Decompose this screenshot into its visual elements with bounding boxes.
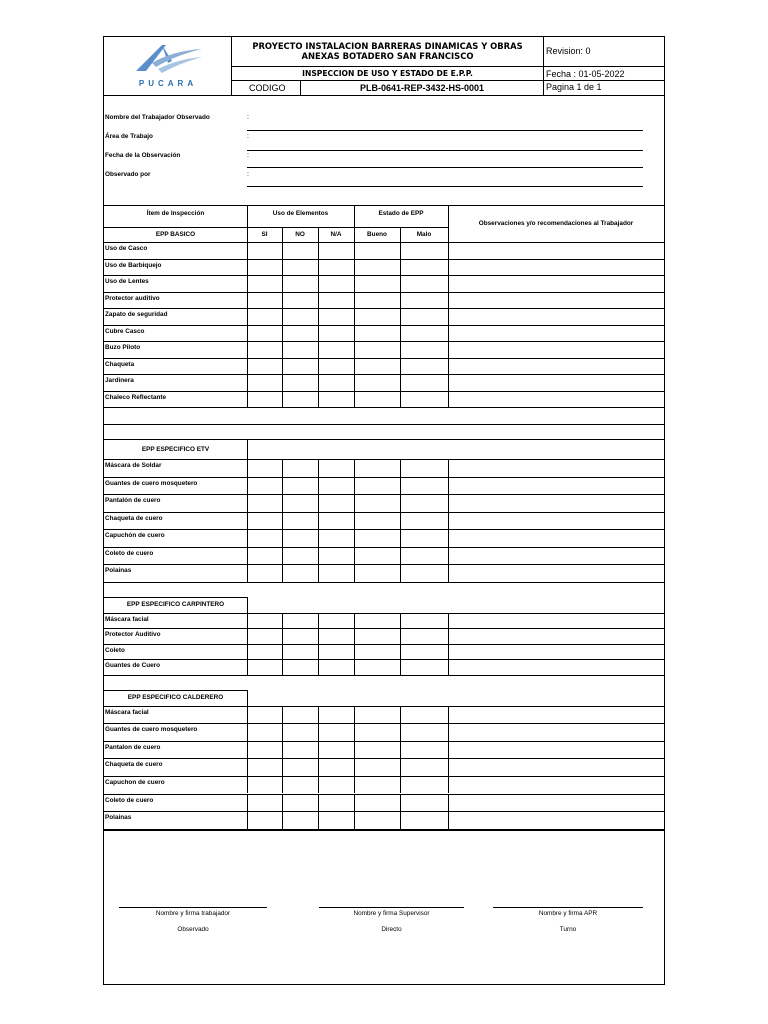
epp-item-label: Máscara facial (105, 615, 149, 623)
checkbox-cell[interactable] (449, 513, 664, 530)
checkbox-cell[interactable] (449, 777, 664, 794)
checkbox-cell[interactable] (319, 513, 354, 530)
checkbox-cell[interactable] (283, 660, 318, 675)
checkbox-cell[interactable] (449, 478, 664, 495)
checkbox-cell[interactable] (449, 742, 664, 759)
epp-item-label: Chaqueta de cuero (105, 514, 163, 522)
checkbox-cell[interactable] (319, 742, 354, 759)
checkbox-cell[interactable] (355, 707, 400, 724)
epp-item-label: Máscara facial (105, 708, 149, 716)
checkbox-cell[interactable] (401, 759, 448, 776)
checkbox-cell[interactable] (355, 548, 400, 565)
column-header-malo: Malo (416, 231, 432, 238)
table-rule (247, 439, 248, 459)
checkbox-cell[interactable] (319, 342, 354, 358)
checkbox-cell[interactable] (248, 530, 282, 547)
checkbox-cell[interactable] (319, 629, 354, 644)
logo-text: PUCARA (138, 79, 198, 88)
epp-item-label: Uso de Lentes (105, 278, 149, 285)
section-title-epp-basico: EPP BASICO (155, 231, 196, 238)
checkbox-cell[interactable] (248, 707, 282, 724)
checkbox-cell[interactable] (401, 777, 448, 794)
epp-item-label: Pantalon de cuero (105, 743, 161, 751)
checkbox-cell[interactable] (401, 530, 448, 547)
checkbox-cell[interactable] (449, 392, 664, 408)
epp-item-label: Zapato de seguridad (105, 311, 168, 318)
epp-item-label: Coleto (105, 646, 125, 654)
column-header-estado: Estado de EPP (378, 210, 424, 217)
field-label-fecha: Fecha de la Observación (105, 152, 181, 159)
checkbox-cell[interactable] (355, 460, 400, 477)
checkbox-cell[interactable] (283, 548, 318, 565)
checkbox-cell[interactable] (401, 309, 448, 325)
checkbox-cell[interactable] (319, 375, 354, 391)
field-colon: : (247, 133, 249, 140)
checkbox-cell[interactable] (248, 812, 282, 829)
checkbox-cell[interactable] (401, 460, 448, 477)
field-label-observado: Observado por (105, 171, 151, 178)
checkbox-cell[interactable] (355, 293, 400, 309)
checkbox-cell[interactable] (248, 392, 282, 408)
signature-sub-trabajador: Observado (177, 926, 209, 933)
checkbox-cell[interactable] (283, 478, 318, 495)
epp-item-label: Uso de Barbiquejo (105, 261, 162, 269)
checkbox-cell[interactable] (449, 530, 664, 547)
checkbox-cell[interactable] (319, 309, 354, 325)
checkbox-cell[interactable] (449, 342, 664, 358)
checkbox-cell[interactable] (355, 795, 400, 812)
checkbox-cell[interactable] (248, 777, 282, 794)
epp-item-label: Coleto de cuero (105, 796, 154, 804)
fecha: Fecha : 01-05-2022 (544, 67, 664, 81)
field-input-area[interactable] (247, 150, 643, 151)
checkbox-cell[interactable] (401, 342, 448, 358)
codigo-label: CODIGO (232, 81, 301, 95)
section-title-carpintero: EPP ESPECIFICO CARPINTERO (126, 600, 225, 608)
table-rule (104, 205, 664, 206)
checkbox-cell[interactable] (248, 309, 282, 325)
checkbox-cell[interactable] (248, 478, 282, 495)
checkbox-cell[interactable] (355, 342, 400, 358)
checkbox-cell[interactable] (283, 359, 318, 375)
section-title-etv: EPP ESPECIFICO ETV (141, 446, 210, 453)
checkbox-cell[interactable] (283, 513, 318, 530)
checkbox-cell[interactable] (319, 777, 354, 794)
checkbox-cell[interactable] (319, 260, 354, 276)
checkbox-cell[interactable] (283, 777, 318, 794)
checkbox-cell[interactable] (355, 565, 400, 582)
field-input-trabajador[interactable] (247, 130, 643, 131)
table-rule (247, 597, 248, 613)
checkbox-cell[interactable] (355, 478, 400, 495)
checkbox-cell[interactable] (401, 359, 448, 375)
checkbox-cell[interactable] (449, 495, 664, 512)
column-header-uso: Uso de Elementos (272, 210, 329, 217)
checkbox-cell[interactable] (283, 495, 318, 512)
checkbox-cell[interactable] (401, 742, 448, 759)
checkbox-cell[interactable] (449, 812, 664, 829)
column-header-bueno: Bueno (367, 231, 387, 238)
epp-item-label: Chaqueta de cuero (105, 761, 163, 769)
checkbox-cell[interactable] (449, 614, 664, 629)
field-label-area: Área de Trabajo (105, 133, 153, 140)
checkbox-cell[interactable] (449, 759, 664, 776)
document-meta (543, 37, 664, 95)
checkbox-cell[interactable] (401, 812, 448, 829)
table-rule (104, 829, 664, 831)
table-rule (247, 690, 248, 706)
checkbox-cell[interactable] (355, 812, 400, 829)
epp-item-label: Polainas (105, 567, 132, 574)
revision: Revision: 0 (544, 37, 664, 67)
form-header (104, 37, 664, 96)
checkbox-cell[interactable] (283, 759, 318, 776)
checkbox-cell[interactable] (248, 742, 282, 759)
logo-mark-icon (132, 41, 204, 77)
checkbox-cell[interactable] (401, 392, 448, 408)
field-colon: : (247, 114, 249, 121)
table-rule (104, 407, 664, 408)
checkbox-cell[interactable] (401, 293, 448, 309)
checkbox-cell[interactable] (283, 342, 318, 358)
checkbox-cell[interactable] (449, 359, 664, 375)
checkbox-cell[interactable] (248, 326, 282, 342)
checkbox-cell[interactable] (248, 724, 282, 741)
column-header-si: SI (261, 231, 268, 238)
checkbox-cell[interactable] (449, 645, 664, 660)
checkbox-cell[interactable] (319, 276, 354, 292)
checkbox-cell[interactable] (449, 565, 664, 582)
checkbox-cell[interactable] (355, 359, 400, 375)
table-rule (104, 690, 247, 691)
epp-item-label: Coleto de cuero (105, 549, 154, 557)
checkbox-cell[interactable] (355, 660, 400, 675)
checkbox-cell[interactable] (248, 513, 282, 530)
signature-label-supervisor: Nombre y firma Supervisor (353, 910, 430, 917)
checkbox-cell[interactable] (401, 276, 448, 292)
checkbox-cell[interactable] (319, 495, 354, 512)
checkbox-cell[interactable] (248, 645, 282, 660)
checkbox-cell[interactable] (283, 795, 318, 812)
checkbox-cell[interactable] (248, 293, 282, 309)
signature-line[interactable] (119, 907, 267, 908)
column-header-item: Ítem de Inspección (146, 210, 205, 217)
signature-sub-supervisor: Directo (381, 926, 402, 933)
checkbox-cell[interactable] (248, 375, 282, 391)
table-rule (104, 424, 664, 425)
checkbox-cell[interactable] (283, 326, 318, 342)
checkbox-cell[interactable] (401, 614, 448, 629)
field-colon: : (247, 171, 249, 178)
epp-item-label: Protector Auditivo (105, 631, 161, 638)
checkbox-cell[interactable] (401, 548, 448, 565)
checkbox-cell[interactable] (283, 276, 318, 292)
checkbox-cell[interactable] (401, 795, 448, 812)
epp-item-label: Guantes de cuero mosquetero (105, 479, 198, 487)
epp-item-label: Pantalón de cuero (105, 497, 161, 504)
epp-item-label: Uso de Casco (105, 245, 148, 252)
checkbox-cell[interactable] (319, 565, 354, 582)
field-input-observado[interactable] (247, 186, 643, 187)
checkbox-cell[interactable] (319, 724, 354, 741)
checkbox-cell[interactable] (401, 326, 448, 342)
checkbox-cell[interactable] (283, 243, 318, 259)
checkbox-cell[interactable] (248, 660, 282, 675)
table-rule (104, 227, 448, 228)
checkbox-cell[interactable] (283, 375, 318, 391)
checkbox-cell[interactable] (283, 645, 318, 660)
checkbox-cell[interactable] (283, 629, 318, 644)
checkbox-cell[interactable] (355, 724, 400, 741)
checkbox-cell[interactable] (355, 326, 400, 342)
codigo-value: PLB-0641-REP-3432-HS-0001 (359, 83, 485, 93)
table-rule (104, 582, 664, 583)
checkbox-cell[interactable] (355, 742, 400, 759)
checkbox-cell[interactable] (355, 759, 400, 776)
checkbox-cell[interactable] (355, 645, 400, 660)
checkbox-cell[interactable] (248, 359, 282, 375)
checkbox-cell[interactable] (248, 342, 282, 358)
checkbox-cell[interactable] (355, 243, 400, 259)
checkbox-cell[interactable] (449, 260, 664, 276)
checkbox-cell[interactable] (355, 375, 400, 391)
checkbox-cell[interactable] (248, 460, 282, 477)
checkbox-cell[interactable] (401, 629, 448, 644)
checkbox-cell[interactable] (401, 478, 448, 495)
checkbox-cell[interactable] (319, 759, 354, 776)
checkbox-cell[interactable] (401, 243, 448, 259)
checkbox-cell[interactable] (449, 375, 664, 391)
epp-item-label: Protector auditivo (105, 294, 160, 302)
epp-item-label: Jardinera (105, 377, 134, 384)
checkbox-cell[interactable] (449, 795, 664, 812)
checkbox-cell[interactable] (401, 513, 448, 530)
checkbox-cell[interactable] (449, 293, 664, 309)
checkbox-cell[interactable] (355, 495, 400, 512)
checkbox-cell[interactable] (283, 565, 318, 582)
checkbox-cell[interactable] (319, 548, 354, 565)
epp-item-label: Capuchon de cuero (105, 778, 165, 786)
field-colon: : (247, 152, 249, 159)
checkbox-cell[interactable] (319, 795, 354, 812)
checkbox-cell[interactable] (319, 478, 354, 495)
column-header-no: NO (295, 231, 305, 238)
checkbox-cell[interactable] (401, 375, 448, 391)
table-rule (104, 439, 664, 440)
checkbox-cell[interactable] (355, 392, 400, 408)
checkbox-cell[interactable] (319, 392, 354, 408)
checkbox-cell[interactable] (283, 724, 318, 741)
checkbox-cell[interactable] (283, 812, 318, 829)
company-logo (104, 37, 232, 95)
epp-item-label: Buzo Piloto (105, 344, 141, 351)
checkbox-cell[interactable] (355, 530, 400, 547)
checkbox-cell[interactable] (319, 707, 354, 724)
checkbox-cell[interactable] (401, 565, 448, 582)
checkbox-cell[interactable] (449, 707, 664, 724)
field-input-fecha[interactable] (247, 167, 643, 168)
checkbox-cell[interactable] (248, 629, 282, 644)
epp-item-label: Polainas (105, 814, 132, 822)
checkbox-cell[interactable] (248, 565, 282, 582)
checkbox-cell[interactable] (283, 742, 318, 759)
checkbox-cell[interactable] (449, 460, 664, 477)
checkbox-cell[interactable] (449, 629, 664, 644)
checkbox-cell[interactable] (283, 707, 318, 724)
checkbox-cell[interactable] (319, 645, 354, 660)
checkbox-cell[interactable] (355, 276, 400, 292)
checkbox-cell[interactable] (401, 645, 448, 660)
checkbox-cell[interactable] (319, 293, 354, 309)
checkbox-cell[interactable] (449, 309, 664, 325)
field-label-trabajador: Nombre del Trabajador Observado (105, 114, 210, 121)
checkbox-cell[interactable] (355, 777, 400, 794)
checkbox-cell[interactable] (248, 614, 282, 629)
checkbox-cell[interactable] (401, 707, 448, 724)
epp-item-label: Máscara de Soldar (105, 462, 162, 469)
signature-line[interactable] (319, 907, 464, 908)
checkbox-cell[interactable] (248, 276, 282, 292)
column-header-observaciones: Observaciones y/o recomendaciones al Trabajador (478, 220, 634, 227)
inspection-form (103, 36, 665, 985)
epp-item-label: Guantes de cuero mosquetero (105, 726, 198, 734)
checkbox-cell[interactable] (355, 309, 400, 325)
checkbox-cell[interactable] (283, 392, 318, 408)
checkbox-cell[interactable] (401, 260, 448, 276)
checkbox-cell[interactable] (319, 243, 354, 259)
checkbox-cell[interactable] (248, 495, 282, 512)
signature-line[interactable] (493, 907, 643, 908)
checkbox-cell[interactable] (401, 724, 448, 741)
checkbox-cell[interactable] (449, 660, 664, 675)
checkbox-cell[interactable] (283, 260, 318, 276)
checkbox-cell[interactable] (283, 530, 318, 547)
epp-item-label: Cubre Casco (105, 327, 145, 335)
signature-sub-apr: Turno (559, 926, 577, 933)
pagina: Pagina 1 de 1 (546, 82, 602, 92)
table-rule (104, 597, 247, 598)
checkbox-cell[interactable] (248, 243, 282, 259)
checkbox-cell[interactable] (355, 513, 400, 530)
epp-item-label: Chaleco Reflectante (105, 393, 167, 401)
checkbox-cell[interactable] (319, 614, 354, 629)
checkbox-cell[interactable] (283, 614, 318, 629)
checkbox-cell[interactable] (319, 530, 354, 547)
checkbox-cell[interactable] (319, 660, 354, 675)
checkbox-cell[interactable] (283, 309, 318, 325)
checkbox-cell[interactable] (355, 629, 400, 644)
checkbox-cell[interactable] (401, 495, 448, 512)
section-title-calderero: EPP ESPECIFICO CALDERERO (127, 693, 224, 701)
epp-item-label: Capuchón de cuero (105, 532, 165, 539)
checkbox-cell[interactable] (401, 660, 448, 675)
checkbox-cell[interactable] (283, 460, 318, 477)
table-rule (104, 675, 664, 676)
checkbox-cell[interactable] (319, 326, 354, 342)
checkbox-cell[interactable] (355, 260, 400, 276)
epp-item-label: Guantes de Cuero (105, 662, 161, 669)
checkbox-cell[interactable] (248, 260, 282, 276)
checkbox-cell[interactable] (449, 724, 664, 741)
checkbox-cell[interactable] (449, 243, 664, 259)
checkbox-cell[interactable] (449, 548, 664, 565)
epp-item-label: Chaqueta (105, 360, 135, 368)
checkbox-cell[interactable] (248, 548, 282, 565)
inspection-title: INSPECCION DE USO Y ESTADO DE E.P.P. (232, 67, 543, 81)
checkbox-cell[interactable] (283, 293, 318, 309)
checkbox-cell[interactable] (355, 614, 400, 629)
checkbox-cell[interactable] (248, 759, 282, 776)
column-header-na: N/A (330, 231, 342, 238)
checkbox-cell[interactable] (449, 276, 664, 292)
project-title: PROYECTO INSTALACION BARRERAS DINAMICAS Y OBRAS ANEXAS BOTADERO SAN FRANCISCO (232, 37, 543, 67)
checkbox-cell[interactable] (449, 326, 664, 342)
checkbox-cell[interactable] (319, 812, 354, 829)
checkbox-cell[interactable] (248, 795, 282, 812)
checkbox-cell[interactable] (319, 359, 354, 375)
signature-label-apr: Nombre y firma APR (538, 910, 598, 917)
signature-label-trabajador: Nombre y firma trabajador (155, 910, 231, 917)
checkbox-cell[interactable] (319, 460, 354, 477)
